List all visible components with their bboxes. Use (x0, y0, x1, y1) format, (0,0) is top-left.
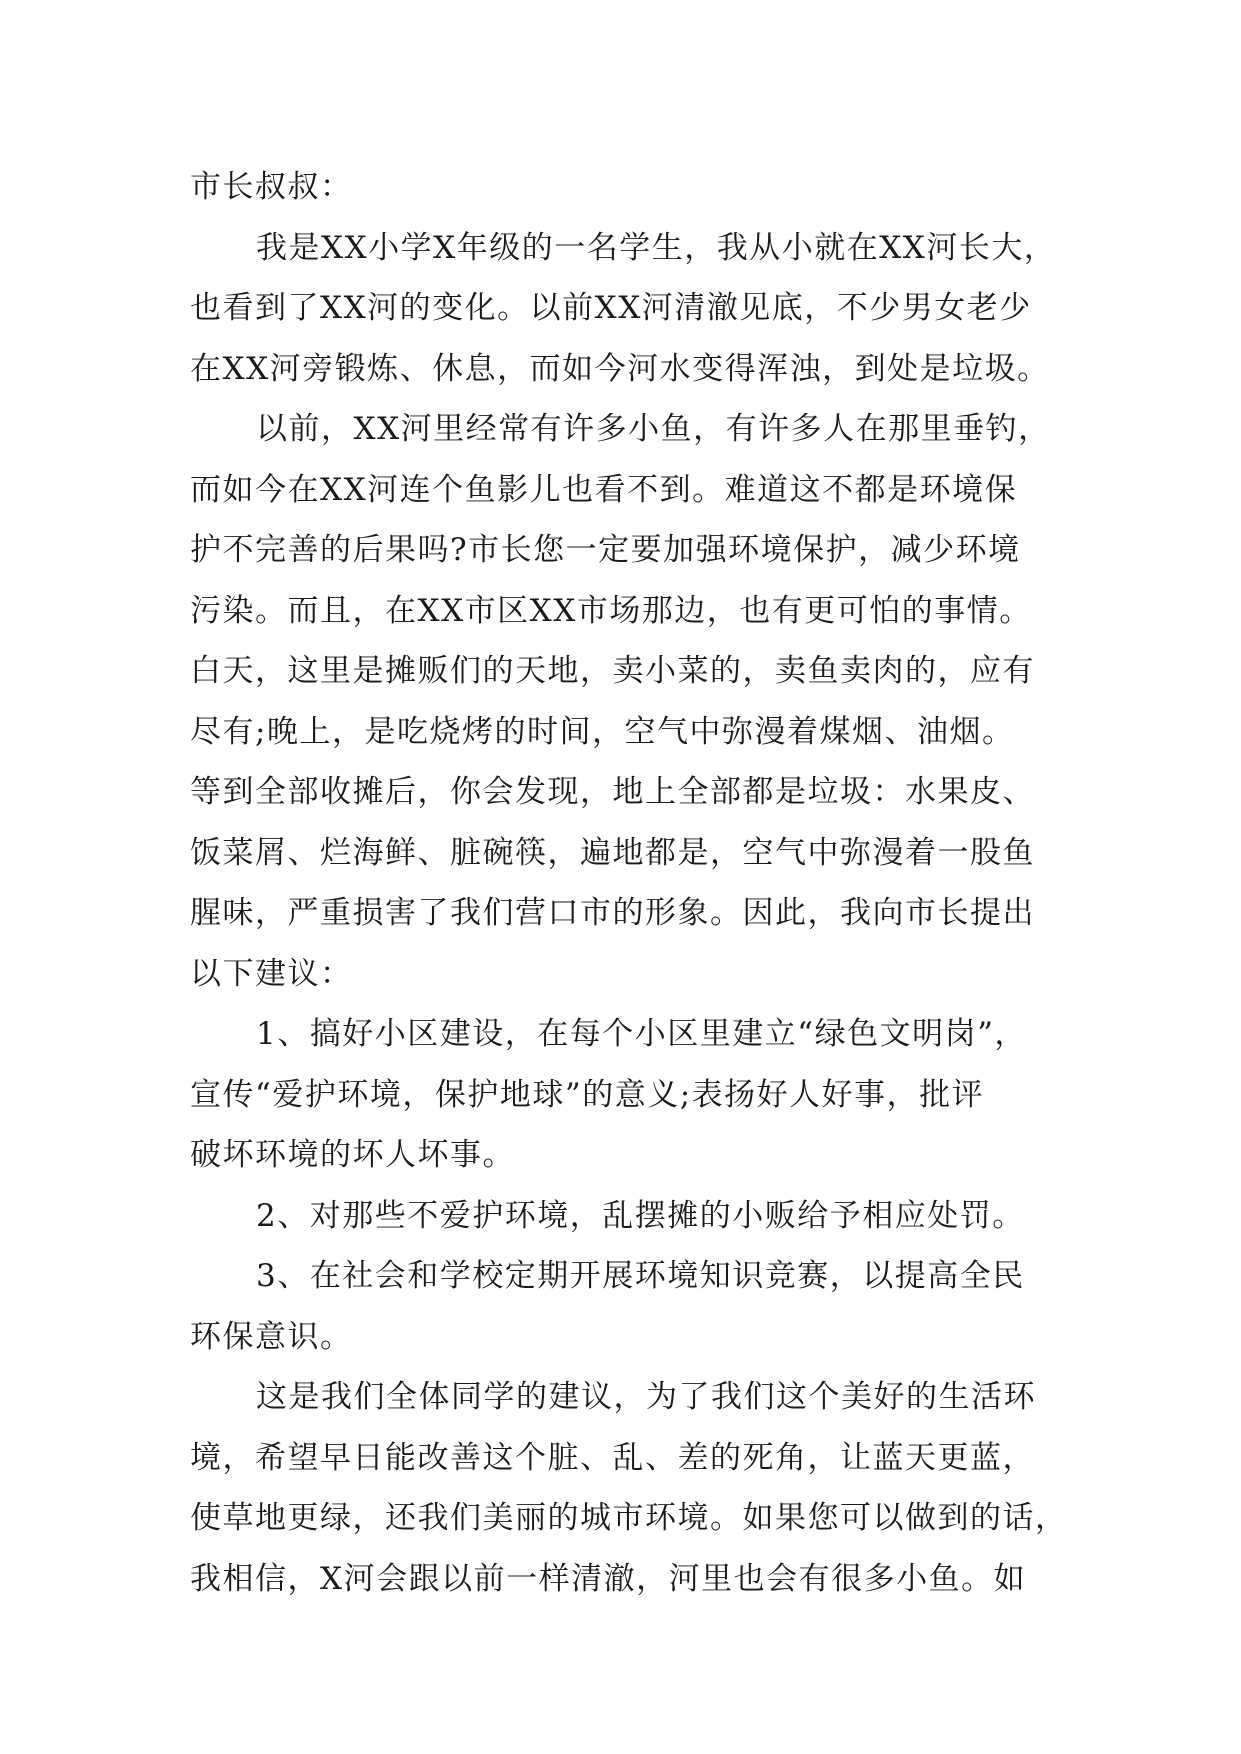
letter-body (190, 157, 1090, 1609)
text-line: 这是我们全体同学的建议，为了我们这个美好的生活环 (256, 1379, 1036, 1415)
text-line: 饭菜屑、烂海鲜、脏碗筷，遍地都是，空气中弥漫着一股鱼 (190, 834, 1035, 871)
text-line: 境，希望早日能改善这个脏、乱、差的死角，让蓝天更蓝， (190, 1439, 1035, 1476)
text-line: 以下建议： (190, 955, 353, 992)
text-line: 白天，这里是摊贩们的天地，卖小菜的，卖鱼卖肉的，应有 (190, 653, 1035, 689)
letter-salutation: 市长叔叔： (190, 169, 353, 205)
text-line: 等到全部收摊后，你会发现，地上全部都是垃圾：水果皮、 (190, 774, 1035, 810)
text-line: 宣传“爱护环境，保护地球”的意义;表扬好人好事，批评 (190, 1076, 985, 1113)
text-line: 以前，XX河里经常有许多小鱼，有许多人在那里垂钓， (256, 411, 1051, 447)
text-line: 环保意识。 (190, 1318, 353, 1355)
text-line: 护不完善的后果吗?市长您一定要加强环境保护，减少环境 (190, 532, 1021, 568)
text-line: 在XX河旁锻炼、休息，而如今河水变得浑浊，到处是垃圾。 (190, 350, 1050, 387)
text-line: 污染。而且，在XX市区XX市场那边，也有更可怕的事情。 (190, 592, 1032, 629)
text-line: 也看到了XX河的变化。以前XX河清澈见底，不少男女老少 (190, 290, 1032, 326)
text-line: 3、在社会和学校定期开展环境知识竞赛，以提高全民 (256, 1258, 1025, 1294)
text-line: 而如今在XX河连个鱼影儿也看不到。难道这不都是环境保 (190, 471, 1018, 508)
text-line: 破坏环境的坏人坏事。 (190, 1137, 515, 1173)
text-line: 1、搞好小区建设，在每个小区里建立“绿色文明岗”， (256, 1016, 1027, 1052)
text-line: 尽有;晚上，是吃烧烤的时间，空气中弥漫着煤烟、油烟。 (190, 713, 1015, 750)
text-line: 使草地更绿，还我们美丽的城市环境。如果您可以做到的话， (190, 1500, 1068, 1536)
text-line: 腥味，严重损害了我们营口市的形象。因此，我向市长提出 (190, 895, 1035, 931)
text-line: 2、对那些不爱护环境，乱摆摊的小贩给予相应处罚。 (256, 1197, 1025, 1234)
text-line: 我是XX小学X年级的一名学生，我从小就在XX河长大， (256, 229, 1057, 266)
text-line: 我相信，X河会跟以前一样清澈，河里也会有很多小鱼。如 (190, 1560, 1027, 1597)
